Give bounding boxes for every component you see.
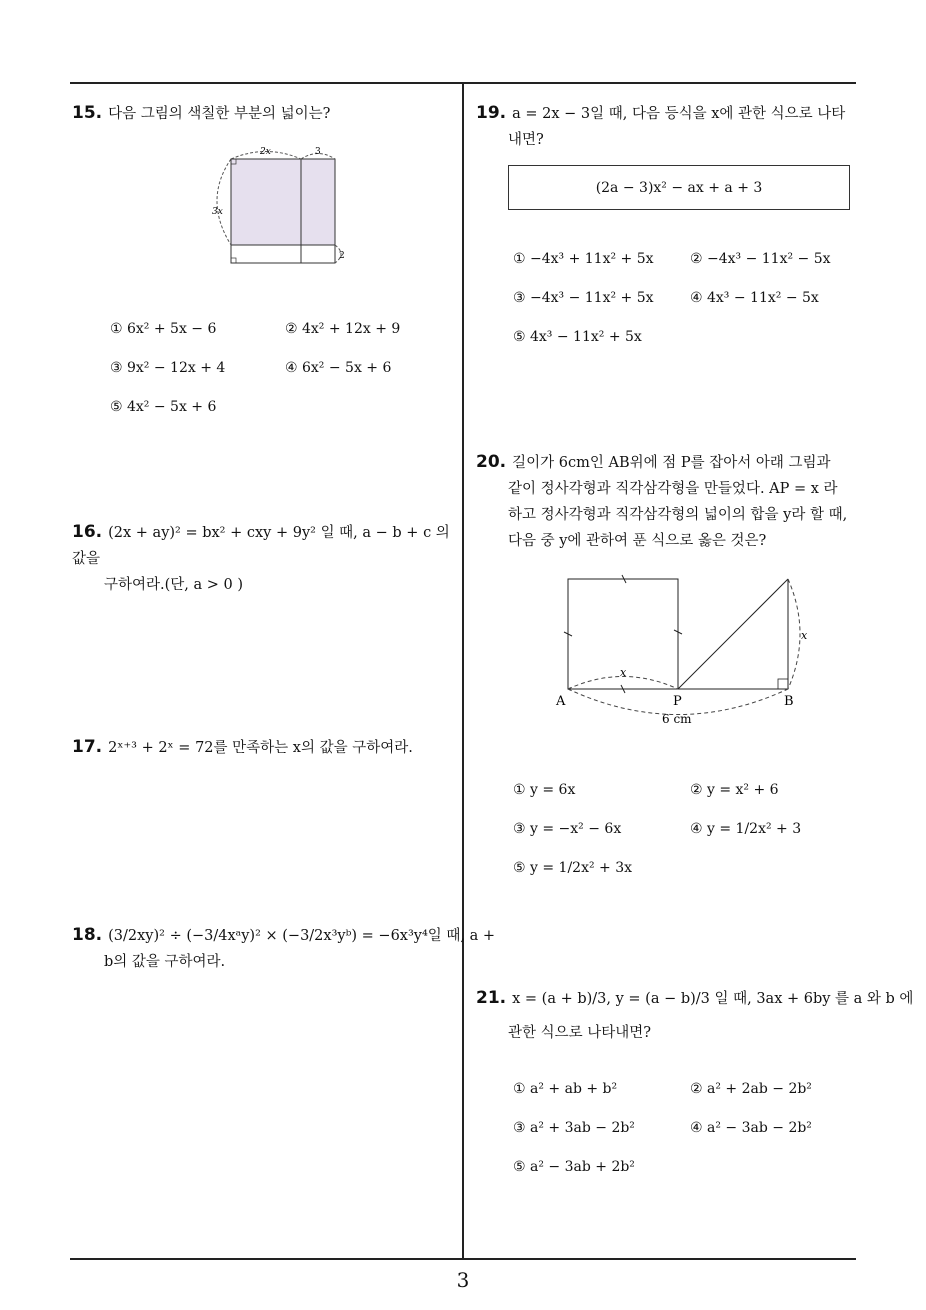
- label-x-side: x: [801, 629, 808, 642]
- question-number: 21.: [476, 988, 507, 1008]
- q21-choice-4[interactable]: ④ a² − 3ab − 2b²: [690, 1120, 812, 1136]
- q19-expression-box: (2a − 3)x² − ax + a + 3: [508, 165, 850, 210]
- question-18: [72, 922, 496, 975]
- page-number: 3: [456, 1268, 470, 1292]
- label-x-ap: x: [620, 666, 627, 679]
- label-2x: 2x: [260, 147, 271, 157]
- question-line-1: x = (a + b)/3, y = (a − b)/3 일 때, 3ax + 6by 를 a 와 b 에: [512, 991, 914, 1007]
- question-line-2: 같이 정사각형과 직각삼각형을 만들었다. AP = x 라: [508, 481, 838, 497]
- q21-choice-1[interactable]: ① a² + ab + b²: [513, 1081, 618, 1097]
- q15-figure: [205, 140, 355, 275]
- question-line-1: (3/2xy)² ÷ (−3/4xᵃy)² × (−3/2x³yᵇ) = −6x³y⁴일 때, a +: [108, 928, 496, 944]
- question-15: [72, 100, 330, 127]
- question-line-3: 하고 정사각형과 직각삼각형의 넓이의 합을 y라 할 때,: [508, 507, 848, 523]
- q19-choice-4[interactable]: ④ 4x³ − 11x² − 5x: [690, 290, 819, 306]
- question-number: 20.: [476, 452, 507, 472]
- question-number: 17.: [72, 737, 103, 757]
- question-number: 16.: [72, 522, 103, 542]
- q20-choice-3[interactable]: ③ y = −x² − 6x: [513, 821, 622, 837]
- question-17: [72, 734, 413, 761]
- label-3x: 3x: [212, 207, 223, 217]
- question-21: [476, 985, 914, 1046]
- label-3: 3: [315, 147, 321, 157]
- question-line-2: b의 값을 구하여라.: [104, 954, 226, 970]
- question-line-1: a = 2x − 3일 때, 다음 등식을 x에 관한 식으로 나타: [512, 106, 846, 122]
- label-a: A: [556, 694, 566, 709]
- q15-choice-2[interactable]: ② 4x² + 12x + 9: [285, 321, 401, 337]
- label-p: P: [673, 694, 682, 709]
- q21-choice-3[interactable]: ③ a² + 3ab − 2b²: [513, 1120, 635, 1136]
- question-line-2: 내면?: [508, 132, 544, 148]
- q15-choice-5[interactable]: ⑤ 4x² − 5x + 6: [110, 399, 217, 415]
- question-text: 2ˣ⁺³ + 2ˣ = 72를 만족하는 x의 값을 구하여라.: [108, 740, 413, 756]
- label-6cm: 6 cm: [662, 712, 692, 726]
- question-19: [476, 100, 861, 153]
- q19-choice-5[interactable]: ⑤ 4x³ − 11x² + 5x: [513, 329, 642, 345]
- column-divider: [462, 82, 464, 1260]
- question-16: [72, 519, 457, 598]
- q15-choice-3[interactable]: ③ 9x² − 12x + 4: [110, 360, 226, 376]
- q21-choice-2[interactable]: ② a² + 2ab − 2b²: [690, 1081, 812, 1097]
- label-b: B: [784, 694, 794, 709]
- question-number: 18.: [72, 925, 103, 945]
- q19-choice-2[interactable]: ② −4x³ − 11x² − 5x: [690, 251, 831, 267]
- question-line-1: (2x + ay)² = bx² + cxy + 9y² 일 때, a − b + c 의 값을: [72, 525, 450, 567]
- q21-choice-5[interactable]: ⑤ a² − 3ab + 2b²: [513, 1159, 635, 1175]
- label-2: 2: [339, 251, 345, 261]
- q20-choice-1[interactable]: ① y = 6x: [513, 782, 576, 798]
- q19-choice-1[interactable]: ① −4x³ + 11x² + 5x: [513, 251, 654, 267]
- question-number: 15.: [72, 103, 103, 123]
- q20-choice-2[interactable]: ② y = x² + 6: [690, 782, 779, 798]
- question-20: [476, 449, 861, 554]
- q20-choice-5[interactable]: ⑤ y = 1/2x² + 3x: [513, 860, 633, 876]
- bottom-rule: [70, 1258, 856, 1260]
- question-line-1: 길이가 6cm인 AB위에 점 P를 잡아서 아래 그림과: [512, 455, 831, 471]
- question-line-2: 구하여라.(단, a > 0 ): [104, 577, 244, 593]
- question-number: 19.: [476, 103, 507, 123]
- question-text: 다음 그림의 색칠한 부분의 넓이는?: [108, 106, 331, 122]
- q15-choice-4[interactable]: ④ 6x² − 5x + 6: [285, 360, 392, 376]
- q15-choice-1[interactable]: ① 6x² + 5x − 6: [110, 321, 217, 337]
- question-line-2: 관한 식으로 나타내면?: [508, 1025, 652, 1041]
- q20-choice-4[interactable]: ④ y = 1/2x² + 3: [690, 821, 802, 837]
- q19-choice-3[interactable]: ③ −4x³ − 11x² + 5x: [513, 290, 654, 306]
- question-line-4: 다음 중 y에 관하여 푼 식으로 옳은 것은?: [508, 533, 767, 549]
- q20-figure: [550, 570, 820, 730]
